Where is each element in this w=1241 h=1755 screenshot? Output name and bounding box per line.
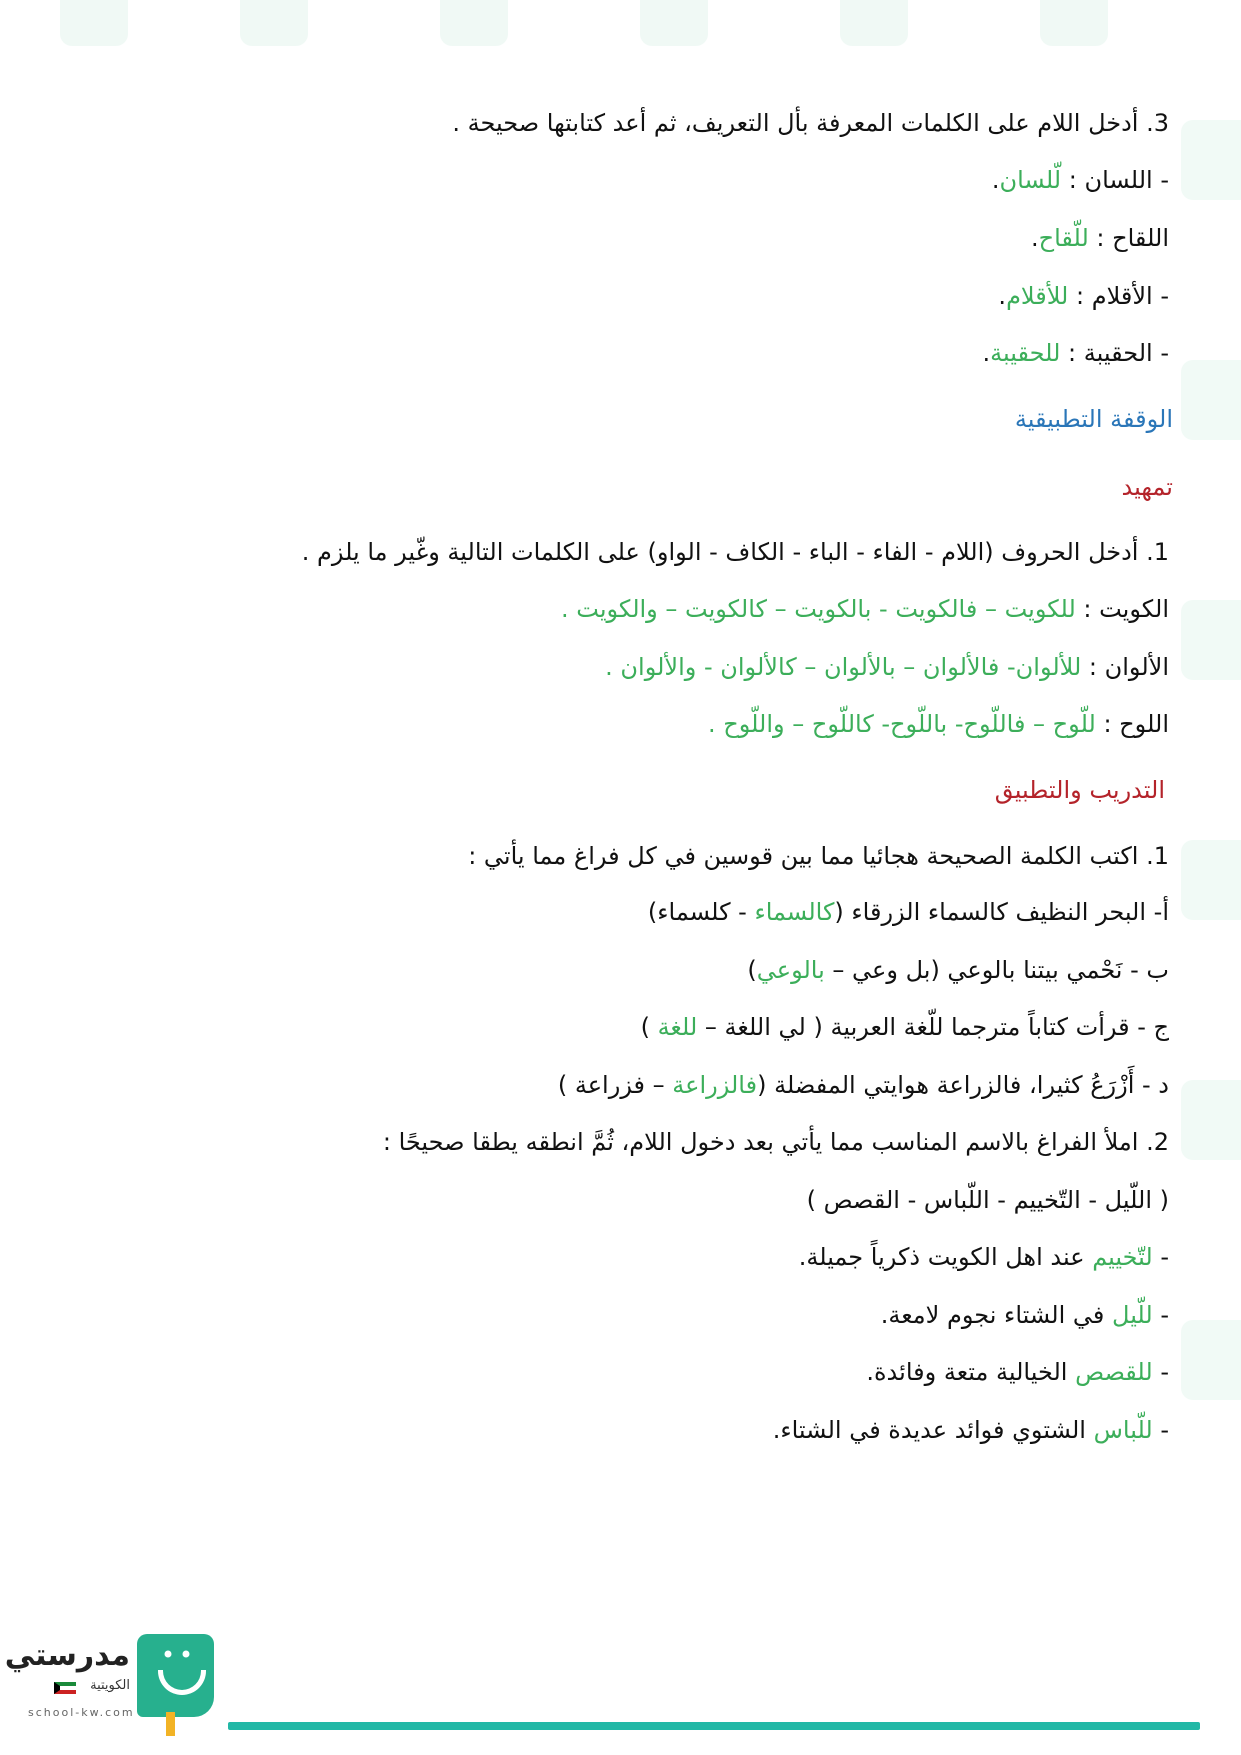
answer-text: للألوان- فالألوان – بالألوان – كالألوان - والألوان . [605,653,1082,681]
choice-line: أ- البحر النظيف كالسماء الزرقاء (كالسماء - كلسماء) [647,898,1169,926]
heading-training: التدريب والتطبيق [994,776,1165,804]
answer-line: - اللسان : لّلسان. [991,166,1169,194]
answer-line: اللوح : للّوح – فاللّوح- باللّوح- كاللّوح – واللّوح . [707,710,1169,738]
answer-text: بالوعي [756,956,825,984]
answer-line: الكويت : للكويت – فالكويت - بالكويت – كالكويت – والكويت . [561,595,1169,623]
answer-text: للحقيبة [990,339,1061,367]
answer-text: كالسماء [754,898,835,926]
answer-text: للّباس [1093,1416,1153,1444]
fill-line: - للقصص الخيالية متعة وفائدة. [866,1358,1169,1386]
answer-line: - الحقيبة : للحقيبة. [982,339,1169,367]
answer-line: الألوان : للألوان- فالألوان – بالألوان – كالألوان - والألوان . [605,653,1169,681]
answer-text: للّيل [1112,1301,1153,1329]
choice-line: د - أَزْرَعُ كثيرا، فالزراعة هوايتي المفضلة (فالزراعة – فزراعة ) [557,1071,1169,1099]
footer-divider [228,1722,1200,1730]
answer-text: للغة [657,1013,698,1041]
heading-intro: تمهيد [1121,473,1173,501]
fill-line: - للّيل في الشتاء نجوم لامعة. [880,1301,1169,1329]
choice-line: ج - قرأت كتاباً مترجما للّغة العربية ( لي اللغة – للغة ) [640,1013,1169,1041]
answer-line: - الأقلام : للأقلام. [998,282,1169,310]
logo-url: school-kw.com [28,1706,135,1719]
kuwait-flag-icon [54,1682,76,1694]
logo-bookmark-icon [166,1712,175,1736]
answer-text: للقصص [1075,1358,1153,1386]
answer-text: للّقاح [1038,224,1089,252]
answer-text: للّوح – فاللّوح- باللّوح- كاللّوح – واللّوح . [707,710,1096,738]
intro-question-1: 1. أدخل الحروف (اللام - الفاء - الباء - الكاف - الواو) على الكلمات التالية وغّير ما يلزم . [301,538,1169,566]
answer-text: لتّخييم [1092,1243,1153,1271]
training-question-1: 1. اكتب الكلمة الصحيحة هجائيا مما بين قوسين في كل فراغ مما يأتي : [468,842,1169,870]
choice-line: ب - نَحْمي بيتنا بالوعي (بل وعي – بالوعي) [747,956,1169,984]
logo-name: مدرستي [4,1638,130,1673]
fill-line: - لتّخييم عند اهل الكويت ذكرياً جميلة. [798,1243,1169,1271]
answer-text: فالزراعة [672,1071,758,1099]
logo-subtitle: الكويتية [90,1678,130,1693]
heading-applied: الوقفة التطبيقية [1014,405,1173,433]
answer-text: للأقلام [1006,282,1069,310]
question-3: 3. أدخل اللام على الكلمات المعرفة بأل التعريف، ثم أعد كتابتها صحيحة . [452,109,1169,137]
logo-eyes-icon [164,1650,190,1658]
training-question-2: 2. املأ الفراغ بالاسم المناسب مما يأتي بعد دخول اللام، ثُمَّ انطقه يطقا صحيحًا : [382,1128,1169,1156]
answer-text: لّلسان [999,166,1062,194]
fill-line: - للّباس الشتوي فوائد عديدة في الشتاء. [772,1416,1169,1444]
answer-text: للكويت – فالكويت - بالكويت – كالكويت – والكويت . [561,595,1076,623]
answer-line: اللقاح : للّقاح. [1030,224,1169,252]
word-choices: ( اللّيل - التّخييم - اللّباس - القصص ) [806,1186,1169,1214]
